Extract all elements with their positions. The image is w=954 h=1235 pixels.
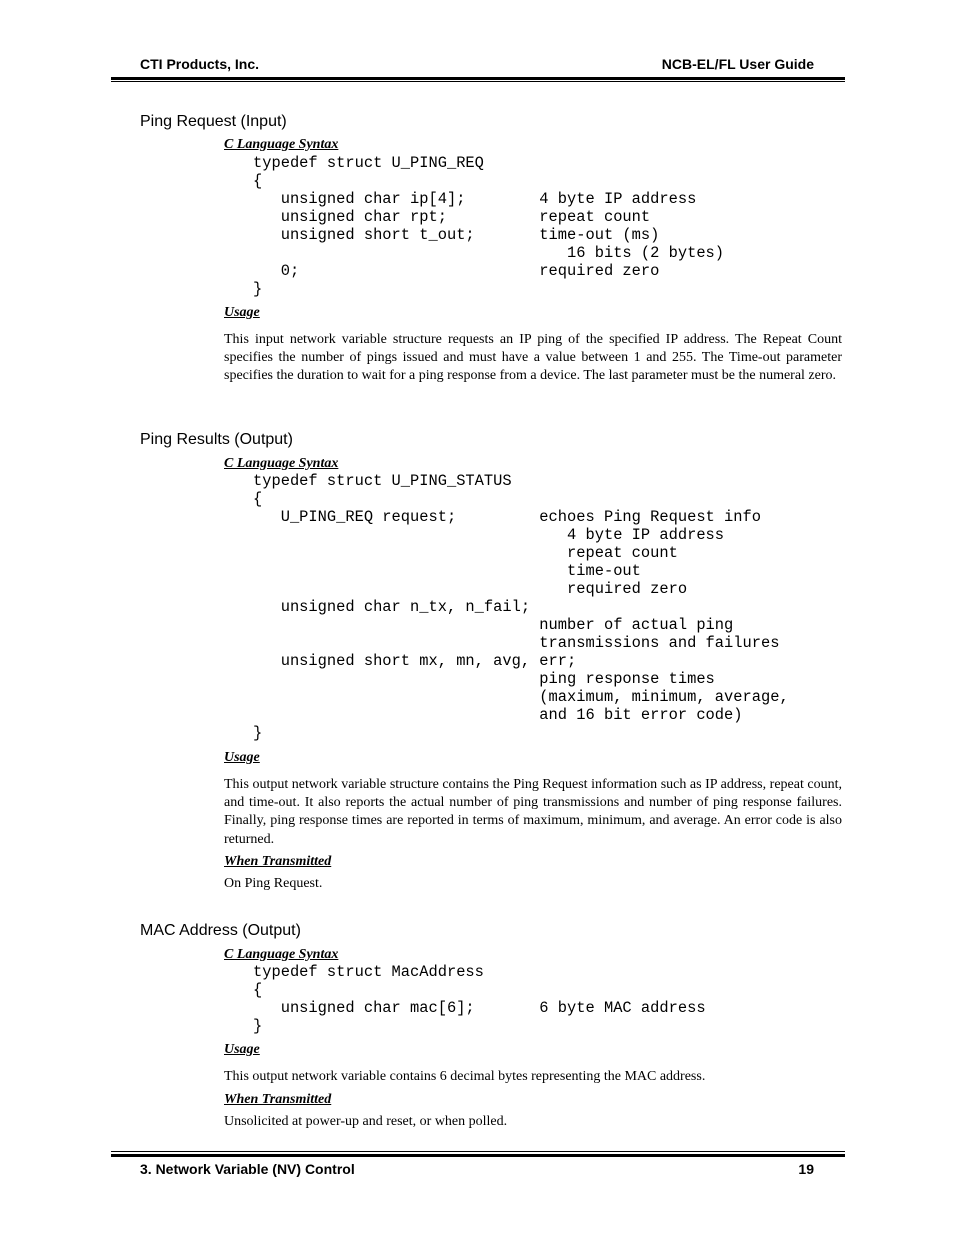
section-title-mac-address: MAC Address (Output) bbox=[140, 922, 301, 939]
usage-text-ping-request: This input network variable structure requests an IP ping of the specified IP address. The Repeat Count specifies the number of pings issued and must have a value between 1 and 255. The Time-out parameter specifies the duration to wait for a ping response from a device. The last parameter must be the numeral zero. bbox=[224, 332, 842, 384]
usage-label-ping-results: Usage bbox=[224, 750, 260, 765]
usage-text-mac-address: This output network variable contains 6 decimal bytes representing the MAC address. bbox=[224, 1069, 706, 1084]
usage-label-mac-address: Usage bbox=[224, 1042, 260, 1057]
syntax-label-ping-request: C Language Syntax bbox=[224, 137, 339, 152]
header-guide-title: NCB-EL/FL User Guide bbox=[661, 56, 814, 72]
when-label-ping-results: When Transmitted bbox=[224, 854, 332, 869]
code-mac-address: typedef struct MacAddress { unsigned char mac[6]; 6 byte MAC address } bbox=[253, 963, 706, 1035]
section-title-ping-results: Ping Results (Output) bbox=[140, 431, 293, 448]
section-title-ping-request: Ping Request (Input) bbox=[140, 113, 287, 130]
header-rule-thick bbox=[111, 77, 845, 80]
header-company: CTI Products, Inc. bbox=[140, 56, 260, 72]
footer-page-number: 19 bbox=[798, 1161, 814, 1177]
syntax-label-mac-address: C Language Syntax bbox=[224, 947, 339, 962]
code-ping-request: typedef struct U_PING_REQ { unsigned char ip[4]; 4 byte IP address unsigned char rpt; repeat count unsigned short t_out; time-out (ms) 16 bits (2 bytes) 0; required zero } bbox=[253, 154, 725, 298]
usage-label-ping-request: Usage bbox=[224, 305, 260, 320]
footer-chapter: 3. Network Variable (NV) Control bbox=[140, 1161, 355, 1177]
syntax-label-ping-results: C Language Syntax bbox=[224, 456, 339, 471]
when-text-ping-results: On Ping Request. bbox=[224, 876, 323, 891]
footer-rule-thin bbox=[111, 1151, 845, 1152]
usage-text-ping-results: This output network variable structure contains the Ping Request information such as IP address, repeat count, and time-out. It also reports the actual number of ping transmissions and number of ping response failures. Finally, ping response times are reported in terms of maximum, minimum, and average. An error code is also returned. bbox=[224, 777, 842, 847]
footer-rule-thick bbox=[111, 1154, 845, 1157]
code-ping-results: typedef struct U_PING_STATUS { U_PING_REQ request; echoes Ping Request info 4 byte IP address repeat count time-out required zero unsigned char n_tx, n_fail; number of actual ping transmissions and failures unsigned short mx, mn, avg, err; ping response times (maximum, minimum, average, and 16 bit error code) } bbox=[253, 472, 789, 742]
header-rule-thin bbox=[111, 81, 845, 82]
when-text-mac-address: Unsolicited at power-up and reset, or when polled. bbox=[224, 1114, 508, 1129]
when-label-mac-address: When Transmitted bbox=[224, 1092, 332, 1107]
